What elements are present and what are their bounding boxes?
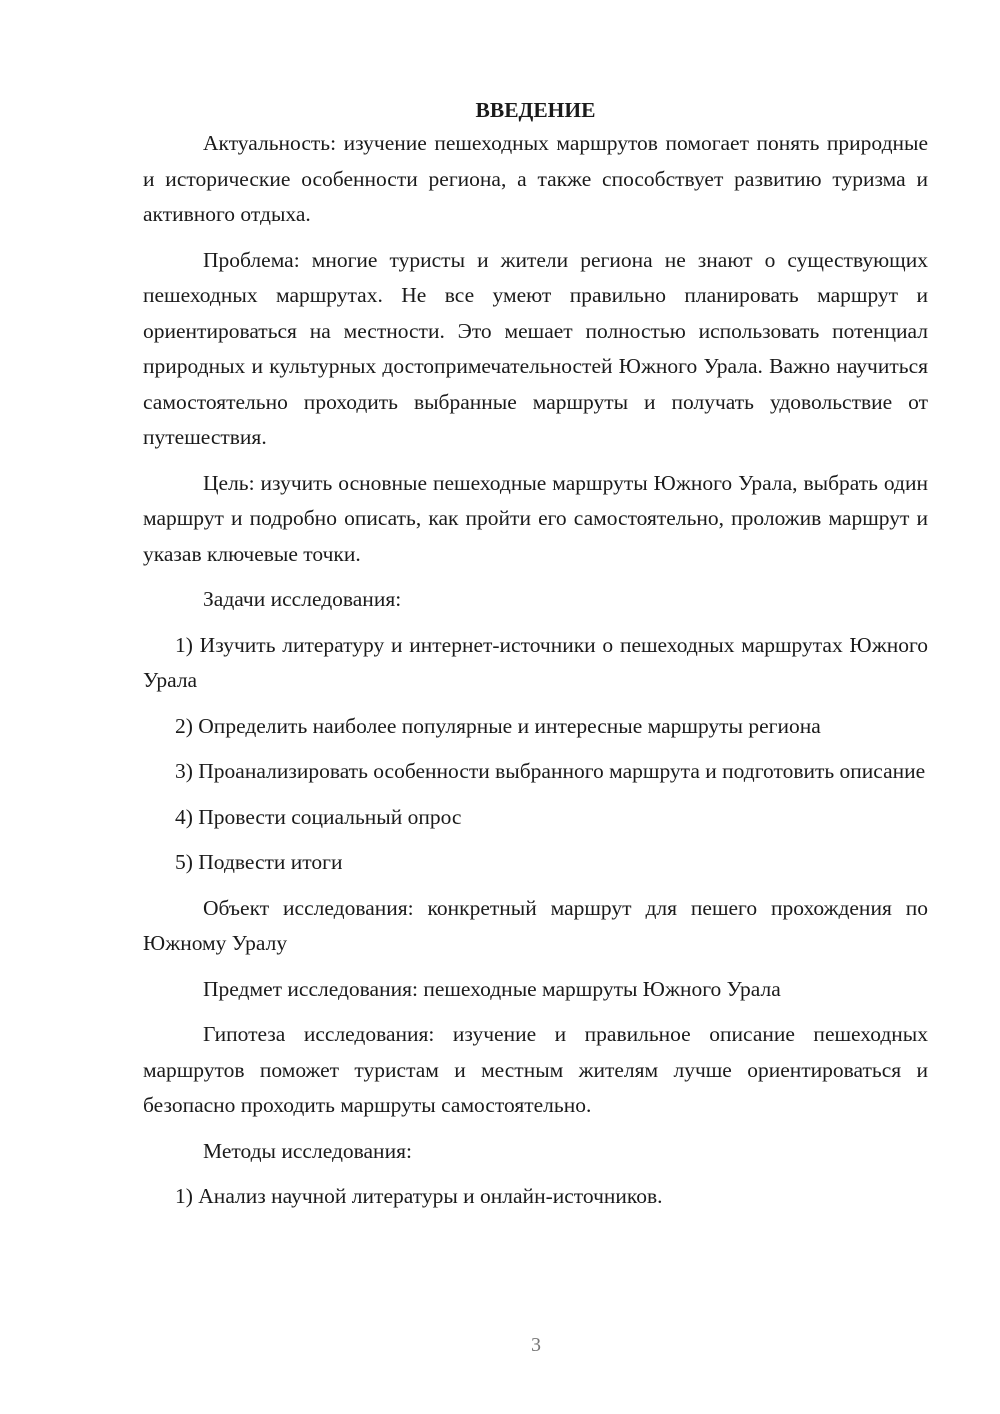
page-content bbox=[143, 94, 928, 1225]
task-item: 4) Провести социальный опрос bbox=[175, 804, 462, 829]
paragraph-object: Объект исследования: конкретный маршрут для пешего прохождения по Южному Уралу bbox=[143, 895, 928, 955]
paragraph-goal: Цель: изучить основные пешеходные маршруты Южного Урала, выбрать один маршрут и подробно описать, как пройти его самостоятельно, проложив маршрут и указав ключевые точки. bbox=[143, 470, 928, 566]
task-item: 5) Подвести итоги bbox=[175, 850, 343, 874]
paragraph-methods-heading: Методы исследования: bbox=[203, 1138, 412, 1163]
paragraph-hypothesis: Гипотеза исследования: изучение и правильное описание пешеходных маршрутов поможет туристам и местным жителям лучше ориентироваться и безопасно проходить маршруты самостоятельно. bbox=[143, 1022, 928, 1117]
task-item: 2) Определить наиболее популярные и интересные маршруты региона bbox=[175, 713, 821, 738]
method-item: 1) Анализ научной литературы и онлайн-источников. bbox=[175, 1184, 663, 1208]
paragraph-tasks-heading: Задачи исследования: bbox=[203, 587, 402, 611]
paragraph-relevance: Актуальность: изучение пешеходных маршрутов помогает понять природные и исторические особенности региона, а также способствует развитию туризма и активного отдыха. bbox=[143, 131, 928, 226]
page-number: 3 bbox=[531, 1334, 541, 1356]
page-title: ВВЕДЕНИЕ bbox=[475, 98, 596, 122]
task-item: 1) Изучить литературу и интернет-источники о пешеходных маршрутах Южного Урала bbox=[143, 632, 928, 692]
task-item: 3) Проанализировать особенности выбранного маршрута и подготовить описание bbox=[175, 759, 926, 783]
paragraph-subject: Предмет исследования: пешеходные маршруты Южного Урала bbox=[203, 976, 781, 1001]
paragraph-problem: Проблема: многие туристы и жители региона не знают о существующих пешеходных маршрутах. Не все умеют правильно планировать маршрут и ориентироваться на местности. Это мешает полностью использовать потенциал природных и культурных достопримечательностей Южного Урала. Важно научиться самостоятельно проходить выбранные маршруты и получать удовольствие от путешествия. bbox=[143, 247, 928, 449]
